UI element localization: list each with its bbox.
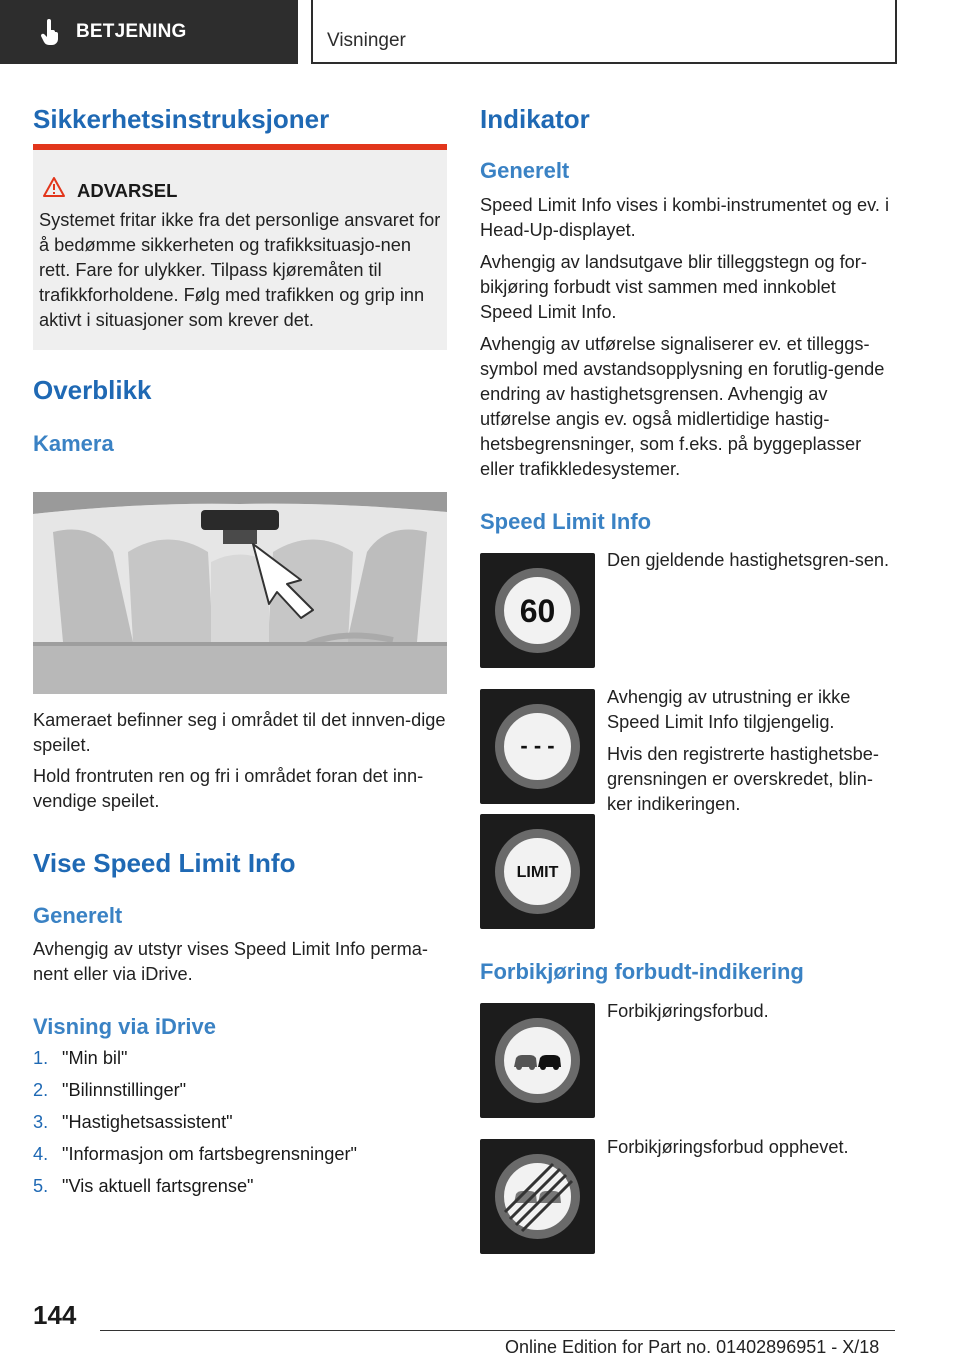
indicator-heading: Indikator [480,104,590,134]
idrive-heading: Visning via iDrive [33,1014,217,1039]
general-heading-right: Generelt [480,158,570,183]
no-overtaking-text: Forbikjøringsforbud. [607,1001,769,1021]
step-item: 2. "Bilinnstillinger" [33,1080,187,1100]
warning-box [33,144,447,350]
indicator-paragraph-3: Avhengig av utførelse signaliserer ev. et tilleggs-symbol med avstandsopplysning en forutlig-gende endring av hastighetsgrensen. Avhengig av utførelse angis ev. også midlertidige hastig-hetsbegrensninger, som f.eks. på byggeplasser eller trafikkledesystemer. [480,334,885,479]
indicator-paragraph-2: Avhengig av landsutgave blir tilleggstegn og for-bikjøring forbudt vist sammen med innkoblet Speed Limit Info. [480,252,867,322]
sli-heading: Speed Limit Info [480,509,652,534]
step-item: 1. "Min bil" [33,1048,128,1068]
step-item: 5. "Vis aktuell fartsgrense" [33,1176,254,1196]
sign-60-text: Den gjeldende hastighetsgren-sen. [607,550,890,570]
no-overtaking-sign [480,1003,595,1118]
end-no-overtaking-sign [480,1139,595,1254]
limit-sign [480,814,595,929]
general-text-left: Avhengig av utstyr vises Speed Limit Info perma-nent eller via iDrive. [33,939,428,984]
safety-heading: Sikkerhetsinstruksjoner [33,104,330,134]
header-section-tab [0,0,298,64]
unavailable-text: Avhengig av utrustning er ikke Speed Limit Info tilgjengelig. [607,687,851,732]
camera-heading: Kamera [33,431,114,456]
camera-illustration [33,492,447,694]
warning-triangle-icon [42,176,66,198]
page-topic-label: Visninger [327,30,406,51]
step-item: 3. "Hastighetsassistent" [33,1112,233,1132]
indicator-paragraph-1: Speed Limit Info vises i kombi-instrumentet og ev. i Head-Up-displayet. [480,195,890,240]
section-label: BETJENING [76,21,187,42]
camera-paragraph-2: Hold frontruten ren og fri i området foran det inn-vendige speilet. [33,766,424,811]
step-item: 4. "Informasjon om fartsbegrensninger" [33,1144,357,1164]
speed-limit-unavailable-sign [480,689,595,804]
warning-text: Systemet fritar ikke fra det personlige ansvaret for å bedømme sikkerheten og trafikksituasjo-nen rett. Fare for ulykker. Tilpass kjøremåten til trafikkforholdene. Følg med trafikken og grip inn aktivt i situasjoner som krever det. [39,210,441,330]
warning-label: ADVARSEL [77,180,178,201]
camera-paragraph-1: Kameraet befinner seg i området til det innven-dige speilet. [33,710,446,755]
overview-heading: Overblikk [33,375,152,405]
hand-icon [40,19,62,45]
exceeded-text: Hvis den registrerte hastighetsbe-grensningen er overskredet, blin-ker indikeringen. [607,744,879,814]
end-no-overtaking-text: Forbikjøringsforbud opphevet. [607,1137,849,1157]
footer-divider [100,1330,895,1331]
show-sli-heading: Vise Speed Limit Info [33,848,296,878]
edition-text: Online Edition for Part no. 01402896951 - X/18 [505,1337,880,1357]
sign-limit-label: LIMIT [516,864,559,881]
general-heading-left: Generelt [33,903,123,928]
sign-60-value: 60 [519,593,556,629]
header-page-tab [311,0,897,64]
speed-limit-60-sign [480,553,595,668]
page-number: 144 [33,1300,77,1330]
overtaking-heading: Forbikjøring forbudt-indikering [480,959,804,984]
sign-dash-value: - - - [520,733,555,758]
idrive-steps [33,1048,447,1208]
